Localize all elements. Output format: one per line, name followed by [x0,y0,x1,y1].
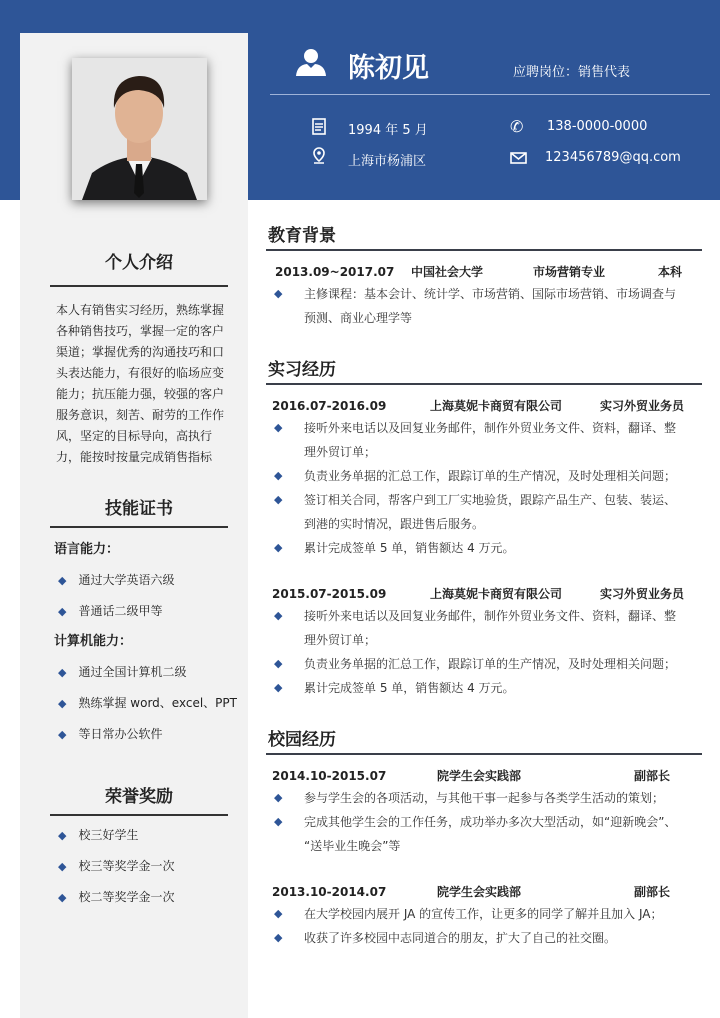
list-item [50,688,237,719]
computer-list [50,657,237,750]
diamond-bullet-icon: ◆ [274,931,283,944]
list-item [50,851,232,882]
diamond-bullet-icon: ◆ [58,891,67,904]
candidate-name: 陈初见 [348,53,429,84]
bullet-line: 到港的实时情况，跟进售后服务。 [304,517,485,531]
bullet-line: 参与学生会的各项活动，与其他干事一起参与各类学生活动的策划； [304,791,665,805]
section-heading: 实习经历 [268,360,336,380]
divider [50,285,228,287]
intro-text: 本人有销售实习经历，熟练掌握各种销售技巧，掌握一定的客户渠道；掌握优秀的沟通技巧和口头表达能力，有很好的临场应变能力；抗压能力强，较强的客户服务意识，刻苦、耐劳的工作作风，坚定的目标导向，高执行力，能按时按量完成销售指标 [56,303,225,464]
bullet-line: 理外贸订单； [304,633,377,647]
bullet-line: “送毕业生晚会”等 [304,839,401,853]
entry-header [272,262,712,282]
bullet-item [272,902,712,926]
entry-header [272,396,712,416]
diamond-bullet-icon: ◆ [274,421,283,434]
bullet-item [272,488,712,536]
company: 上海莫妮卡商贸有限公司 [430,399,563,413]
diamond-bullet-icon: ◆ [274,469,283,482]
entry-header [272,584,712,604]
bullet-item [272,786,712,810]
honors-list [50,820,232,913]
bullet-item [272,810,712,858]
bullet-line: 接听外来电话以及回复业务邮件，制作外贸业务文件、资料，翻译、整 [304,421,677,435]
entry [268,262,712,330]
organization: 院学生会实践部 [437,769,522,783]
diamond-bullet-icon: ◆ [58,697,67,710]
location: 上海市杨浦区 [348,154,427,169]
entry [268,396,712,560]
divider [50,526,228,528]
section-heading: 校园经历 [268,730,336,750]
entry-date: 2013.10-2014.07 [272,885,387,899]
bullet-line: 收获了许多校园中志同道合的朋友，扩大了自己的社交圈。 [304,931,617,945]
entry [268,882,712,950]
bullet-item [272,652,712,676]
bullet-line: 签订相关合同，帮客户到工厂实地验货，跟踪产品生产、包装、装运、 [304,493,677,507]
list-item-text: 熟练掌握 word、excel、PPT [78,696,237,710]
bullet-line: 负责业务单据的汇总工作，跟踪订单的生产情况，及时处理相关问题； [304,657,677,671]
entry [268,766,712,858]
bullet-line: 完成其他学生会的工作任务，成功举办多次大型活动，如“迎新晚会”、 [304,815,677,829]
bullet-line: 负责业务单据的汇总工作，跟踪订单的生产情况，及时处理相关问题； [304,469,677,483]
list-item-text: 校三好学生 [78,828,139,842]
section [268,358,712,700]
user-icon [295,48,327,76]
list-item-text: 通过全国计算机二级 [78,665,187,679]
bullet-line: 主修课程：基本会计、统计学、市场营销、国际市场营销、市场调查与 [304,287,677,301]
diamond-bullet-icon: ◆ [274,815,283,828]
email: 123456789@qq.com [545,150,681,165]
diamond-bullet-icon: ◆ [274,907,283,920]
list-item-text: 等日常办公软件 [78,727,163,741]
bullet-line: 累计完成签单 5 单，销售额达 4 万元。 [304,681,515,695]
intro-heading: 个人介绍 [105,253,173,273]
list-item-text: 通过大学英语六级 [78,573,175,587]
language-list [50,565,232,627]
degree: 本科 [658,265,683,279]
diamond-bullet-icon: ◆ [274,493,283,506]
main-content [268,224,712,950]
bullet-item [272,536,712,560]
mail-icon [510,152,527,164]
bullet-item [272,676,712,700]
bullet-item [272,464,712,488]
list-item [50,882,232,913]
diamond-bullet-icon: ◆ [58,666,67,679]
skills-heading: 技能证书 [105,499,173,519]
section [268,728,712,950]
honors-heading: 荣誉奖励 [105,787,173,807]
diamond-bullet-icon: ◆ [274,791,283,804]
section-divider [266,383,702,385]
major: 市场营销专业 [533,265,606,279]
diamond-bullet-icon: ◆ [58,860,67,873]
diamond-bullet-icon: ◆ [58,728,67,741]
diamond-bullet-icon: ◆ [274,287,283,300]
applied-position: 应聘岗位：销售代表 [513,65,631,80]
entry-header [272,766,712,786]
list-item [50,657,232,688]
location-icon [312,147,326,165]
bullet-line: 在大学校园内展开 JA 的宣传工作，让更多的同学了解并且加入 JA； [304,907,663,921]
computer-label: 计算机能力： [54,634,133,649]
birth-date: 1994 年 5 月 [348,123,428,138]
sidebar-content [50,250,237,913]
list-item-text: 普通话二级甲等 [78,604,163,618]
company: 上海莫妮卡商贸有限公司 [430,587,563,601]
entry-header [272,882,712,902]
entry [268,584,712,700]
bullet-item [272,282,712,330]
organization: 院学生会实践部 [437,885,522,899]
role: 实习外贸业务员 [600,587,685,601]
profile-photo [72,58,207,200]
bullet-line: 累计完成签单 5 单，销售额达 4 万元。 [304,541,515,555]
list-item-text: 校三等奖学金一次 [78,859,175,873]
school: 中国社会大学 [411,265,484,279]
entry-date: 2013.09~2017.07 [275,265,395,279]
diamond-bullet-icon: ◆ [58,829,67,842]
diamond-bullet-icon: ◆ [274,609,283,622]
divider [50,814,228,816]
bullet-line: 接听外来电话以及回复业务邮件，制作外贸业务文件、资料，翻译、整 [304,609,677,623]
bullet-item [272,416,712,464]
calendar-icon [312,117,326,135]
entry-date: 2016.07-2016.09 [272,399,387,413]
role: 副部长 [634,769,671,783]
role: 副部长 [634,885,671,899]
diamond-bullet-icon: ◆ [274,681,283,694]
list-item [50,820,232,851]
entry-date: 2015.07-2015.09 [272,587,387,601]
list-item [50,596,232,627]
diamond-bullet-icon: ◆ [274,541,283,554]
section-heading: 教育背景 [268,226,336,246]
bullet-line: 预测、商业心理学等 [304,311,413,325]
bullet-line: 理外贸订单； [304,445,377,459]
list-item [50,719,232,750]
phone-icon: ✆ [510,117,524,136]
diamond-bullet-icon: ◆ [58,574,67,587]
list-item-text: 校二等奖学金一次 [78,890,175,904]
section [268,224,712,330]
section-divider [266,249,702,251]
phone: 138-0000-0000 [547,119,648,134]
role: 实习外贸业务员 [600,399,685,413]
language-label: 语言能力： [54,542,120,557]
entry-date: 2014.10-2015.07 [272,769,387,783]
diamond-bullet-icon: ◆ [58,605,67,618]
bullet-item [272,926,712,950]
header-divider [270,94,710,95]
diamond-bullet-icon: ◆ [274,657,283,670]
section-divider [266,753,702,755]
list-item [50,565,232,596]
bullet-item [272,604,712,652]
